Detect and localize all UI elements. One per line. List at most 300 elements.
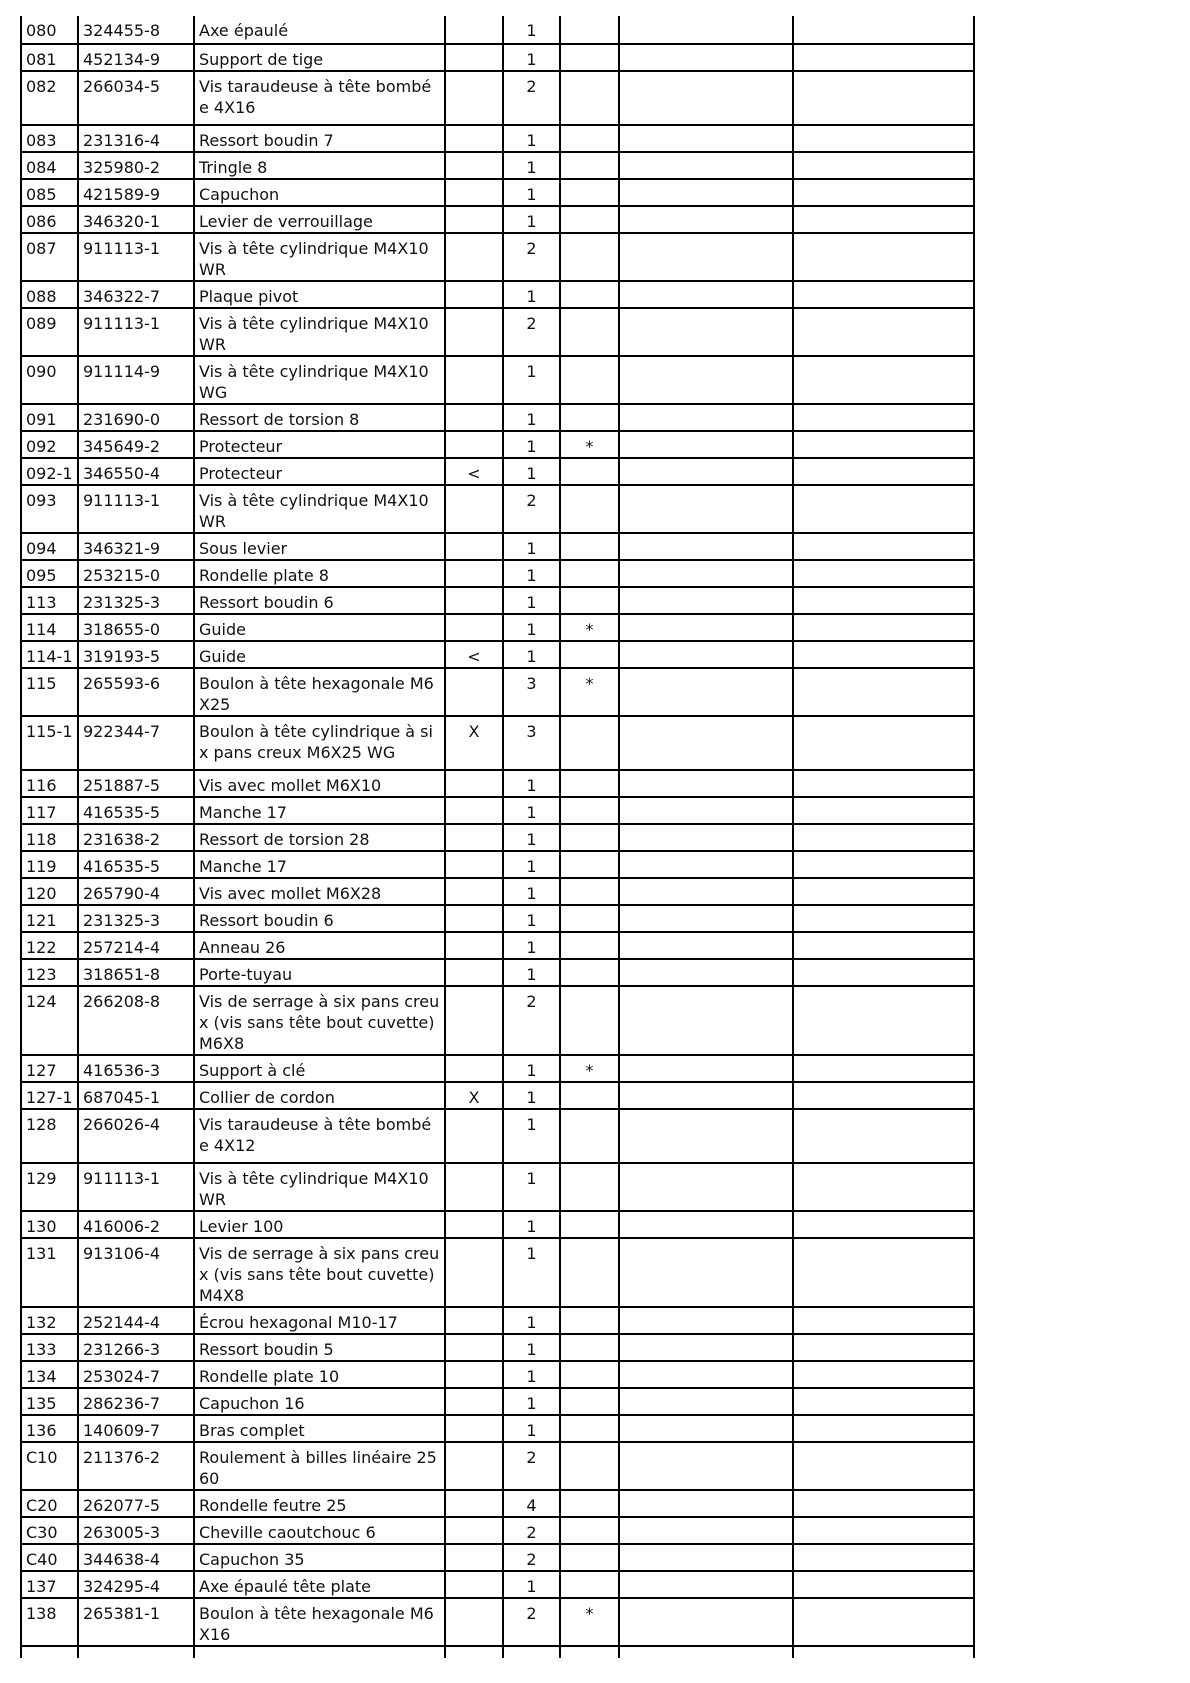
table-row — [21, 1211, 974, 1238]
table-row — [21, 356, 974, 404]
table-row — [21, 44, 974, 71]
note-mark-cell — [560, 125, 619, 152]
description-cell: Capuchon 16 — [194, 1388, 445, 1415]
description-cell: Axe épaulé — [194, 16, 445, 44]
quantity-cell: 1 — [503, 1055, 560, 1082]
description-cell: Sous levier — [194, 533, 445, 560]
quantity-cell: 1 — [503, 281, 560, 308]
blank-cell — [619, 959, 793, 986]
note-mark-cell — [560, 1388, 619, 1415]
substitution-mark-cell — [445, 905, 503, 932]
blank-cell — [793, 179, 974, 206]
quantity-cell: 2 — [503, 308, 560, 356]
table-row — [21, 614, 974, 641]
part-number-cell: 416006-2 — [78, 1211, 194, 1238]
part-number-cell: 416536-3 — [78, 1055, 194, 1082]
note-mark-cell — [560, 1361, 619, 1388]
description-cell: Vis à tête cylindrique M4X10 WR — [194, 485, 445, 533]
blank-cell — [619, 1646, 793, 1658]
note-mark-cell — [560, 404, 619, 431]
note-mark-cell — [560, 905, 619, 932]
blank-cell — [619, 16, 793, 44]
description-cell: Vis à tête cylindrique M4X10 WR — [194, 1163, 445, 1211]
table-row — [21, 1544, 974, 1571]
blank-cell — [793, 44, 974, 71]
part-number-cell: 452134-9 — [78, 44, 194, 71]
item-number-cell: 122 — [21, 932, 78, 959]
description-cell: Ressort de torsion 8 — [194, 404, 445, 431]
note-mark-cell — [560, 1109, 619, 1163]
substitution-mark-cell — [445, 878, 503, 905]
item-number-cell: C40 — [21, 1544, 78, 1571]
quantity-cell: 1 — [503, 44, 560, 71]
quantity-cell: 1 — [503, 125, 560, 152]
description-cell: Ressort boudin 6 — [194, 587, 445, 614]
item-number-cell: 131 — [21, 1238, 78, 1307]
blank-cell — [793, 1517, 974, 1544]
blank-cell — [793, 1163, 974, 1211]
blank-cell — [793, 1442, 974, 1490]
quantity-cell: 1 — [503, 1388, 560, 1415]
description-cell: Protecteur — [194, 458, 445, 485]
description-cell: Boulon à tête hexagonale M6X16 — [194, 1598, 445, 1646]
part-number-cell: 911114-9 — [78, 356, 194, 404]
blank-cell — [619, 1442, 793, 1490]
quantity-cell: 1 — [503, 1082, 560, 1109]
table-row — [21, 797, 974, 824]
quantity-cell: 1 — [503, 641, 560, 668]
item-number-cell: 094 — [21, 533, 78, 560]
substitution-mark-cell — [445, 431, 503, 458]
item-number-cell: 114-1 — [21, 641, 78, 668]
blank-cell — [793, 1109, 974, 1163]
item-number-cell: 118 — [21, 824, 78, 851]
quantity-cell: 1 — [503, 905, 560, 932]
blank-cell — [619, 797, 793, 824]
substitution-mark-cell: X — [445, 1082, 503, 1109]
quantity-cell: 1 — [503, 797, 560, 824]
item-number-cell: 135 — [21, 1388, 78, 1415]
item-number-cell: 092-1 — [21, 458, 78, 485]
blank-cell — [619, 1490, 793, 1517]
table-row — [21, 1517, 974, 1544]
quantity-cell: 1 — [503, 356, 560, 404]
description-cell: Collier de cordon — [194, 1082, 445, 1109]
blank-cell — [619, 851, 793, 878]
blank-cell — [619, 1598, 793, 1646]
blank-cell — [793, 641, 974, 668]
table-row — [21, 1571, 974, 1598]
description-cell: Support de tige — [194, 44, 445, 71]
blank-cell — [619, 1415, 793, 1442]
quantity-cell: 1 — [503, 431, 560, 458]
part-number-cell: 231325-3 — [78, 587, 194, 614]
substitution-mark-cell — [445, 125, 503, 152]
blank-cell — [793, 458, 974, 485]
table-row — [21, 1388, 974, 1415]
blank-cell — [619, 1517, 793, 1544]
blank-cell — [793, 716, 974, 770]
part-number-cell: 266208-8 — [78, 986, 194, 1055]
blank-cell — [619, 281, 793, 308]
item-number-cell: 127 — [21, 1055, 78, 1082]
table-row — [21, 959, 974, 986]
table-row — [21, 1238, 974, 1307]
blank-cell — [793, 16, 974, 44]
blank-cell — [793, 308, 974, 356]
blank-cell — [793, 1307, 974, 1334]
description-cell: Rondelle plate 10 — [194, 1361, 445, 1388]
quantity-cell: 1 — [503, 1211, 560, 1238]
item-number-cell: 083 — [21, 125, 78, 152]
note-mark-cell — [560, 1211, 619, 1238]
item-number-cell: 123 — [21, 959, 78, 986]
substitution-mark-cell — [445, 851, 503, 878]
part-number-cell: 231266-3 — [78, 1334, 194, 1361]
blank-cell — [619, 1238, 793, 1307]
note-mark-cell — [560, 1163, 619, 1211]
item-number-cell: C20 — [21, 1490, 78, 1517]
description-cell: Vis de serrage à six pans creux (vis sans tête bout cuvette) M6X8 — [194, 986, 445, 1055]
substitution-mark-cell — [445, 1415, 503, 1442]
part-number-cell: 911113-1 — [78, 233, 194, 281]
note-mark-cell — [560, 1082, 619, 1109]
part-number-cell: 231325-3 — [78, 905, 194, 932]
table-row — [21, 533, 974, 560]
blank-cell — [793, 1211, 974, 1238]
quantity-cell: 1 — [503, 878, 560, 905]
part-number-cell: 253024-7 — [78, 1361, 194, 1388]
part-number-cell: 344638-4 — [78, 1544, 194, 1571]
note-mark-cell — [560, 1334, 619, 1361]
blank-cell — [793, 1361, 974, 1388]
quantity-cell: 1 — [503, 458, 560, 485]
part-number-cell: 265790-4 — [78, 878, 194, 905]
blank-cell — [619, 932, 793, 959]
blank-cell — [793, 1334, 974, 1361]
substitution-mark-cell — [445, 614, 503, 641]
note-mark-cell — [560, 485, 619, 533]
part-number-cell: 911113-1 — [78, 1163, 194, 1211]
blank-cell — [619, 668, 793, 716]
description-cell: Ressort boudin 6 — [194, 905, 445, 932]
parts-list-table — [20, 16, 975, 1658]
item-number-cell: 113 — [21, 587, 78, 614]
part-number-cell: 922344-7 — [78, 716, 194, 770]
item-number-cell: 080 — [21, 16, 78, 44]
description-cell: Roulement à billes linéaire 2560 — [194, 1442, 445, 1490]
part-number-cell: 346321-9 — [78, 533, 194, 560]
note-mark-cell — [560, 716, 619, 770]
substitution-mark-cell — [445, 668, 503, 716]
substitution-mark-cell — [445, 1163, 503, 1211]
note-mark-cell — [560, 179, 619, 206]
substitution-mark-cell — [445, 1055, 503, 1082]
note-mark-cell — [560, 152, 619, 179]
blank-cell — [619, 986, 793, 1055]
description-cell: Rondelle plate 8 — [194, 560, 445, 587]
part-number-cell: 416535-5 — [78, 797, 194, 824]
quantity-cell: 2 — [503, 485, 560, 533]
blank-cell — [793, 1082, 974, 1109]
blank-cell — [78, 1646, 194, 1658]
quantity-cell: 1 — [503, 1334, 560, 1361]
quantity-cell: 1 — [503, 1571, 560, 1598]
part-number-cell: 345649-2 — [78, 431, 194, 458]
substitution-mark-cell: X — [445, 716, 503, 770]
substitution-mark-cell — [445, 281, 503, 308]
item-number-cell: 114 — [21, 614, 78, 641]
description-cell: Capuchon — [194, 179, 445, 206]
table-row — [21, 431, 974, 458]
table-row — [21, 560, 974, 587]
item-number-cell: 088 — [21, 281, 78, 308]
part-number-cell: 262077-5 — [78, 1490, 194, 1517]
note-mark-cell: * — [560, 1055, 619, 1082]
item-number-cell: 138 — [21, 1598, 78, 1646]
blank-cell — [793, 1598, 974, 1646]
blank-cell — [619, 533, 793, 560]
part-number-cell: 324455-8 — [78, 16, 194, 44]
item-number-cell: 134 — [21, 1361, 78, 1388]
note-mark-cell — [560, 533, 619, 560]
table-row — [21, 1307, 974, 1334]
description-cell: Levier de verrouillage — [194, 206, 445, 233]
blank-cell — [619, 641, 793, 668]
blank-cell — [619, 587, 793, 614]
blank-cell — [619, 560, 793, 587]
blank-cell — [619, 356, 793, 404]
part-number-cell: 286236-7 — [78, 1388, 194, 1415]
quantity-cell: 2 — [503, 1442, 560, 1490]
blank-cell — [793, 206, 974, 233]
item-number-cell: 132 — [21, 1307, 78, 1334]
quantity-cell: 1 — [503, 824, 560, 851]
blank-cell — [793, 404, 974, 431]
blank-cell — [793, 878, 974, 905]
substitution-mark-cell — [445, 986, 503, 1055]
blank-cell — [793, 587, 974, 614]
description-cell: Vis avec mollet M6X10 — [194, 770, 445, 797]
description-cell: Vis taraudeuse à tête bombée 4X12 — [194, 1109, 445, 1163]
note-mark-cell — [560, 986, 619, 1055]
quantity-cell: 1 — [503, 1307, 560, 1334]
item-number-cell: 085 — [21, 179, 78, 206]
item-number-cell: 087 — [21, 233, 78, 281]
note-mark-cell — [560, 641, 619, 668]
note-mark-cell — [560, 44, 619, 71]
blank-cell — [619, 716, 793, 770]
table-row — [21, 1598, 974, 1646]
item-number-cell: 090 — [21, 356, 78, 404]
quantity-cell: 1 — [503, 770, 560, 797]
description-cell: Cheville caoutchouc 6 — [194, 1517, 445, 1544]
substitution-mark-cell — [445, 1238, 503, 1307]
blank-cell — [619, 431, 793, 458]
part-number-cell: 231638-2 — [78, 824, 194, 851]
description-cell: Tringle 8 — [194, 152, 445, 179]
part-number-cell: 266026-4 — [78, 1109, 194, 1163]
part-number-cell: 257214-4 — [78, 932, 194, 959]
blank-cell — [619, 824, 793, 851]
blank-cell — [793, 485, 974, 533]
blank-cell — [793, 533, 974, 560]
note-mark-cell — [560, 1571, 619, 1598]
substitution-mark-cell — [445, 485, 503, 533]
blank-cell — [619, 71, 793, 125]
blank-cell — [619, 206, 793, 233]
table-row — [21, 206, 974, 233]
description-cell: Bras complet — [194, 1415, 445, 1442]
note-mark-cell — [560, 1517, 619, 1544]
blank-cell — [793, 770, 974, 797]
description-cell: Guide — [194, 641, 445, 668]
blank-cell — [619, 1307, 793, 1334]
substitution-mark-cell — [445, 1307, 503, 1334]
description-cell: Plaque pivot — [194, 281, 445, 308]
part-number-cell: 318651-8 — [78, 959, 194, 986]
note-mark-cell — [560, 1490, 619, 1517]
note-mark-cell — [560, 797, 619, 824]
note-mark-cell — [560, 71, 619, 125]
substitution-mark-cell — [445, 206, 503, 233]
table-row — [21, 125, 974, 152]
note-mark-cell — [560, 1544, 619, 1571]
table-row — [21, 152, 974, 179]
blank-cell — [793, 1388, 974, 1415]
part-number-cell: 416535-5 — [78, 851, 194, 878]
blank-cell — [619, 458, 793, 485]
item-number-cell: 086 — [21, 206, 78, 233]
item-number-cell: 127-1 — [21, 1082, 78, 1109]
note-mark-cell — [560, 587, 619, 614]
blank-cell — [793, 233, 974, 281]
substitution-mark-cell — [445, 533, 503, 560]
part-number-cell: 911113-1 — [78, 485, 194, 533]
description-cell: Boulon à tête hexagonale M6X25 — [194, 668, 445, 716]
item-number-cell: 095 — [21, 560, 78, 587]
blank-cell — [619, 233, 793, 281]
item-number-cell: 081 — [21, 44, 78, 71]
substitution-mark-cell — [445, 1544, 503, 1571]
table-row — [21, 824, 974, 851]
note-mark-cell — [560, 1307, 619, 1334]
blank-cell — [619, 1055, 793, 1082]
quantity-cell: 1 — [503, 404, 560, 431]
blank-cell — [793, 356, 974, 404]
blank-cell — [619, 1211, 793, 1238]
note-mark-cell — [560, 878, 619, 905]
blank-cell — [194, 1646, 445, 1658]
table-row — [21, 1163, 974, 1211]
blank-cell — [619, 125, 793, 152]
description-cell: Capuchon 35 — [194, 1544, 445, 1571]
note-mark-cell — [560, 1442, 619, 1490]
item-number-cell: 130 — [21, 1211, 78, 1238]
table-row — [21, 641, 974, 668]
item-number-cell: 120 — [21, 878, 78, 905]
substitution-mark-cell — [445, 1490, 503, 1517]
blank-cell — [793, 1544, 974, 1571]
part-number-cell: 140609-7 — [78, 1415, 194, 1442]
blank-cell — [619, 905, 793, 932]
note-mark-cell — [560, 206, 619, 233]
item-number-cell: 082 — [21, 71, 78, 125]
blank-cell — [793, 1238, 974, 1307]
quantity-cell: 1 — [503, 1109, 560, 1163]
substitution-mark-cell — [445, 797, 503, 824]
table-row-continuation — [21, 1646, 974, 1658]
quantity-cell: 1 — [503, 1238, 560, 1307]
blank-cell — [793, 614, 974, 641]
item-number-cell: 115-1 — [21, 716, 78, 770]
table-row — [21, 485, 974, 533]
quantity-cell: 1 — [503, 1361, 560, 1388]
substitution-mark-cell — [445, 1442, 503, 1490]
part-number-cell: 324295-4 — [78, 1571, 194, 1598]
description-cell: Manche 17 — [194, 851, 445, 878]
item-number-cell: 116 — [21, 770, 78, 797]
note-mark-cell — [560, 770, 619, 797]
table-row — [21, 986, 974, 1055]
table-row — [21, 878, 974, 905]
item-number-cell: 121 — [21, 905, 78, 932]
part-number-cell: 318655-0 — [78, 614, 194, 641]
quantity-cell: 2 — [503, 71, 560, 125]
quantity-cell: 2 — [503, 1517, 560, 1544]
table-row — [21, 1442, 974, 1490]
note-mark-cell — [560, 959, 619, 986]
blank-cell — [619, 179, 793, 206]
blank-cell — [619, 1544, 793, 1571]
blank-cell — [793, 71, 974, 125]
blank-cell — [793, 959, 974, 986]
blank-cell — [21, 1646, 78, 1658]
substitution-mark-cell: < — [445, 641, 503, 668]
part-number-cell: 253215-0 — [78, 560, 194, 587]
substitution-mark-cell — [445, 770, 503, 797]
table-row — [21, 1082, 974, 1109]
table-row — [21, 770, 974, 797]
part-number-cell: 266034-5 — [78, 71, 194, 125]
blank-cell — [793, 668, 974, 716]
blank-cell — [619, 1334, 793, 1361]
blank-cell — [793, 1571, 974, 1598]
substitution-mark-cell — [445, 44, 503, 71]
table-row — [21, 851, 974, 878]
quantity-cell: 1 — [503, 1163, 560, 1211]
part-number-cell: 325980-2 — [78, 152, 194, 179]
blank-cell — [793, 1646, 974, 1658]
substitution-mark-cell — [445, 308, 503, 356]
substitution-mark-cell — [445, 560, 503, 587]
table-row — [21, 932, 974, 959]
blank-cell — [445, 1646, 503, 1658]
blank-cell — [619, 1082, 793, 1109]
quantity-cell: 1 — [503, 206, 560, 233]
part-number-cell: 211376-2 — [78, 1442, 194, 1490]
description-cell: Vis de serrage à six pans creux (vis sans tête bout cuvette) M4X8 — [194, 1238, 445, 1307]
description-cell: Écrou hexagonal M10-17 — [194, 1307, 445, 1334]
blank-cell — [793, 1490, 974, 1517]
description-cell: Protecteur — [194, 431, 445, 458]
part-number-cell: 265381-1 — [78, 1598, 194, 1646]
description-cell: Manche 17 — [194, 797, 445, 824]
blank-cell — [619, 770, 793, 797]
description-cell: Rondelle feutre 25 — [194, 1490, 445, 1517]
note-mark-cell: * — [560, 1598, 619, 1646]
table-row — [21, 1334, 974, 1361]
